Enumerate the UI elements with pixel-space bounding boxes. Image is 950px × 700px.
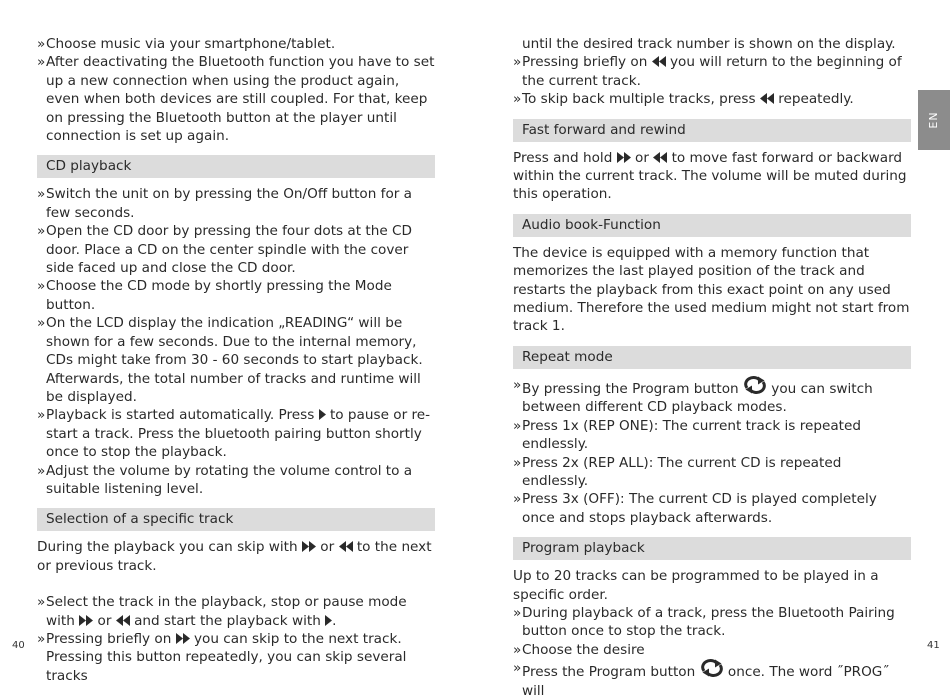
bullet-item (37, 185, 435, 222)
bullet-item (37, 277, 435, 314)
section-heading-cd-playback: CD playback (37, 155, 435, 178)
bullet-text: Pressing briefly on you will return to the beginning of the current track. (522, 54, 902, 89)
rewind-icon (339, 541, 353, 552)
section-heading-audio-book: Audio book-Function (513, 214, 911, 237)
bullet-text: By pressing the Program button you can switch between different CD playback modes. (522, 376, 911, 417)
bullet-item (513, 417, 911, 454)
bullet-text: Press 3x (OFF): The current CD is played completely once and stops playback afterwards. (522, 491, 877, 526)
bullet-item (513, 490, 911, 527)
bullet-item (513, 454, 911, 491)
fast-forward-icon (79, 615, 93, 626)
language-tab-label: EN (926, 111, 940, 129)
bullet-text: On the LCD display the indication „READING“ will be shown for a few seconds. Due to the internal memory, CDs might take from 30 - 60 seconds to start playback. Afterwards, the total number of tracks and runtime will be displayed. (46, 315, 423, 405)
bullet-item (37, 35, 435, 53)
right-column (513, 35, 911, 700)
bullet-text: To skip back multiple tracks, press repeatedly. (522, 91, 854, 108)
bullet-text: Press 2x (REP ALL): The current CD is repeated endlessly. (522, 454, 842, 489)
bullet-item (513, 659, 911, 700)
section-heading-track-selection: Selection of a specific track (37, 508, 435, 531)
bullet-text: Adjust the volume by rotating the volume control to a suitable listening level. (46, 462, 413, 497)
section-heading-fast-forward: Fast forward and rewind (513, 119, 911, 142)
bullet-mark: » (37, 186, 46, 203)
bullet-item (37, 222, 435, 277)
bullet-item (513, 376, 911, 417)
bullet-item (513, 53, 911, 90)
section-heading-repeat-mode: Repeat mode (513, 346, 911, 369)
rewind-icon (653, 152, 667, 163)
repeat-icon (743, 376, 767, 394)
bullet-text: Press the Program button once. The word ˝PROG˝ will (522, 659, 911, 700)
bullet-mark: » (37, 223, 46, 240)
bullet-text: Press 1x (REP ONE): The current track is repeated endlessly. (522, 417, 861, 453)
bullet-text: Open the CD door by pressing the four dots at the CD door. Place a CD on the center spindle with the cover side faced up and close the CD door. (46, 223, 413, 277)
bullet-mark: » (37, 594, 46, 611)
bullet-text: Select the track in the playback, stop or pause mode with or and start the playback with . (46, 594, 407, 629)
bullet-item (513, 604, 911, 641)
bullet-mark: » (37, 36, 46, 52)
bullet-item (37, 406, 435, 461)
bullet-item (513, 641, 911, 659)
bullet-mark: » (513, 54, 522, 71)
bullet-mark: » (37, 315, 46, 332)
bullet-mark: » (513, 660, 522, 677)
fast-forward-icon (302, 541, 316, 552)
bullet-text: Pressing briefly on you can skip to the next track. Pressing this button repeatedly, you can skip several tracks (46, 630, 407, 684)
bullet-mark: » (513, 491, 522, 508)
bullet-item (37, 462, 435, 499)
bullet-text: Switch the unit on by pressing the On/Off button for a few seconds. (46, 186, 413, 221)
rewind-icon (760, 93, 774, 104)
spacer (37, 575, 435, 593)
bullet-mark: » (37, 54, 46, 71)
bullet-item (513, 90, 911, 108)
language-tab (918, 90, 950, 150)
rewind-icon (652, 56, 666, 67)
fast-forward-icon (617, 152, 631, 163)
bullet-item (37, 630, 435, 685)
paragraph: During the playback you can skip with or to the next or previous track. (37, 539, 432, 574)
rewind-icon (116, 615, 130, 626)
play-icon (319, 409, 326, 420)
bullet-item (37, 314, 435, 406)
bullet-item (37, 593, 435, 630)
bullet-text: Playback is started automatically. Press to pause or re-start a track. Press the bluetooth pairing button shortly once to stop the playback. (46, 407, 431, 461)
bullet-mark: » (37, 630, 46, 647)
bullet-mark: » (37, 407, 46, 424)
bullet-text: Choose the desire (522, 641, 645, 658)
page-number-left: 40 (12, 640, 25, 651)
repeat-icon (700, 659, 724, 677)
bullet-text: After deactivating the Bluetooth function you have to set up a new connection when using the product again, even when both devices are still coupled. For that, keep on pressing the Bluetooth button at the player until connection is set up again. (46, 54, 435, 145)
section-heading-program-playback: Program playback (513, 537, 911, 560)
bullet-mark: » (513, 454, 522, 471)
bullet-text: Choose the CD mode by shortly pressing the Mode button. (46, 278, 392, 313)
bullet-mark: » (513, 604, 522, 621)
paragraph: Up to 20 tracks can be programmed to be played in a specific order. (513, 568, 879, 603)
bullet-mark: » (513, 376, 522, 393)
bullet-mark: » (513, 91, 522, 108)
fast-forward-icon (176, 633, 190, 644)
paragraph: Press and hold or to move fast forward or backward within the current track. The volume will be muted during this operation. (513, 149, 907, 203)
bullet-item (37, 53, 435, 145)
bullet-mark: » (37, 462, 46, 479)
left-column (37, 35, 435, 685)
bullet-text: Choose music via your smartphone/tablet. (46, 36, 336, 52)
bullet-mark: » (513, 417, 522, 434)
bullet-mark: » (37, 278, 46, 295)
bullet-mark: » (513, 641, 522, 658)
paragraph: The device is equipped with a memory function that memorizes the last played position of the track and restarts the playback from this exact point on any used medium. Therefore the used medium might not start from track 1. (513, 244, 910, 335)
bullet-text: During playback of a track, press the Bluetooth Pairing button once to stop the track. (522, 604, 895, 640)
page-number-right: 41 (927, 640, 940, 651)
continued-text: until the desired track number is shown on the display. (522, 36, 896, 52)
